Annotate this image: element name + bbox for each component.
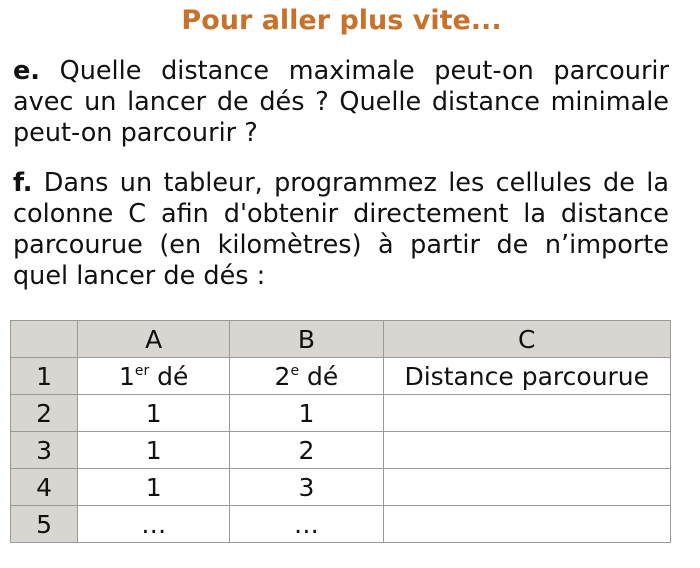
cell-b1-rest: dé [299,361,339,391]
table-row [11,395,671,432]
cell-a: … [78,506,230,543]
table-row [11,358,671,395]
cell-b1 [230,358,383,395]
cell-c [383,395,670,432]
cell-c1: Distance parcourue [383,358,670,395]
row-number: 3 [11,432,78,469]
column-header-c: C [383,321,670,358]
corner-cell [11,321,78,358]
question-e-letter: e. [13,56,40,86]
cell-b1-sup: e [290,362,300,379]
column-header-a: A [78,321,230,358]
question-e [13,56,669,149]
question-f-letter: f. [13,168,33,198]
cell-a1-base: 1 [118,361,135,391]
row-number: 4 [11,469,78,506]
cell-a: 1 [78,469,230,506]
cell-a1-sup: er [134,362,150,379]
cell-a1 [78,358,230,395]
table-row [11,506,671,543]
column-header-b: B [230,321,383,358]
cell-c [383,432,670,469]
table-row [11,469,671,506]
table-row [11,432,671,469]
cell-b: 1 [230,395,383,432]
row-number: 5 [11,506,78,543]
question-e-text: Quelle distance maximale peut-on parcourir avec un lancer de dés ? Quelle distance minimale peut-on parcourir ? [13,56,669,148]
question-f-text: Dans un tableur, programmez les cellules de la colonne C afin d'obtenir directement la distance parcourue (en kilomètres) à partir de n’importe quel lancer de dés : [13,168,669,291]
question-f [13,168,669,292]
cell-c [383,469,670,506]
cell-b: 3 [230,469,383,506]
cell-b: 2 [230,432,383,469]
cell-b: … [230,506,383,543]
column-header-row [11,321,671,358]
row-number: 2 [11,395,78,432]
row-number: 1 [11,358,78,395]
cell-a: 1 [78,432,230,469]
cell-a: 1 [78,395,230,432]
cell-b1-base: 2 [274,361,291,391]
cell-c [383,506,670,543]
cell-a1-rest: dé [149,361,189,391]
spreadsheet-table [10,320,671,543]
section-title: Pour aller plus vite... [181,5,502,36]
